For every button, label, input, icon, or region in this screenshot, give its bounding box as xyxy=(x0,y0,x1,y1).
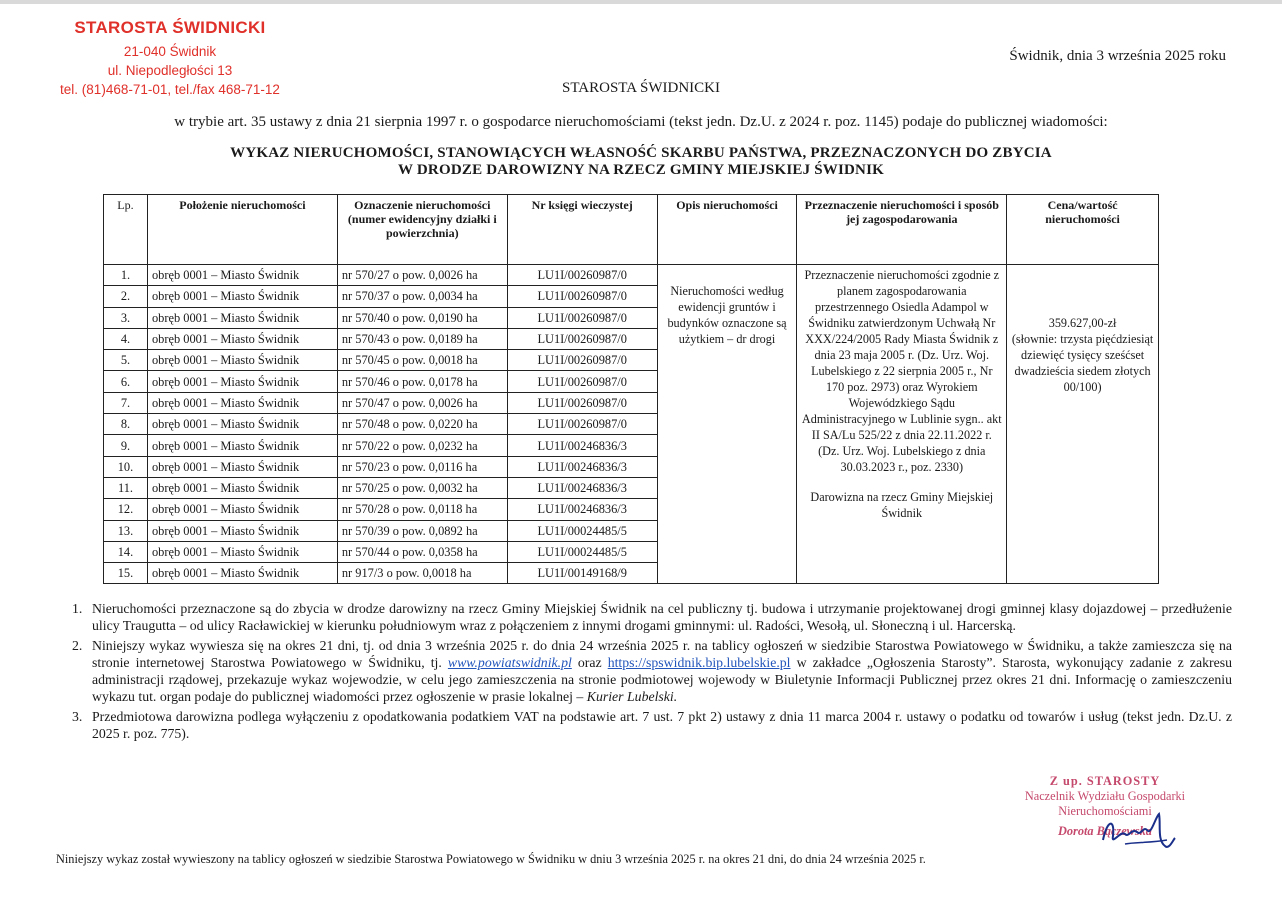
row-lp: 1. xyxy=(104,265,148,286)
note-number: 3. xyxy=(72,709,83,724)
row-ksiega: LU1I/00246836/3 xyxy=(507,456,657,477)
signature-name: Dorota Bączewska xyxy=(1058,824,1152,838)
note-text: Nieruchomości przeznaczone są do zbycia w drodze darowizny na rzecz Gminy Miejskiej Świdnik na cel publiczny tj. budowa i utrzymanie projektowanej drogi gminnej klasy dojazdowej – przedłużenie ulicy Traugutta – od ulicy Racławickiej w kierunku południowym wraz z połączeniem z innymi drogami gminnymi: ul. Radości, Wesołą, ul. Słoneczną i ul. Harcerską. xyxy=(92,601,1232,633)
cena-value: 359.627,00-zł xyxy=(1048,316,1117,330)
cena-cell xyxy=(1007,265,1159,584)
row-ksiega: LU1I/00260987/0 xyxy=(507,392,657,413)
stamp-street: ul. Niepodległości 13 xyxy=(107,63,233,78)
row-ksiega: LU1I/00246836/3 xyxy=(507,499,657,520)
title-line-2: W DRODZE DAROWIZNY NA RZECZ GMINY MIEJSKIEJ ŚWIDNIK xyxy=(398,162,884,178)
title-line-1: WYKAZ NIERUCHOMOŚCI, STANOWIĄCYCH WŁASNOŚĆ SKARBU PAŃSTWA, PRZEZNACZONYCH DO ZBYCIA xyxy=(230,145,1052,161)
note-number: 2. xyxy=(72,638,83,653)
row-ksiega: LU1I/00149168/9 xyxy=(507,563,657,584)
note-text-part: – Kurier Lubelski. xyxy=(576,689,678,704)
row-ksiega: LU1I/00024485/5 xyxy=(507,520,657,541)
signature-line-1: Z up. STAROSTY xyxy=(1049,774,1161,788)
row-ksiega: LU1I/00260987/0 xyxy=(507,307,657,328)
issuer-heading: STAROSTA ŚWIDNICKI xyxy=(561,80,721,96)
header-polozenie: Położenie nieruchomości xyxy=(147,195,337,265)
row-lp: 6. xyxy=(104,371,148,392)
table-header-row xyxy=(104,195,1159,265)
row-oznaczenie: nr 570/23 o pow. 0,0116 ha xyxy=(337,456,507,477)
row-oznaczenie: nr 570/28 o pow. 0,0118 ha xyxy=(337,499,507,520)
handwritten-signature-icon xyxy=(1095,810,1185,858)
posting-footer: Niniejszy wykaz został wywieszony na tablicy ogłoszeń w siedzibie Starostwa Powiatowego w Świdniku w dniu 3 września 2025 r. na okres 21 dni, do dnia 24 września 2025 r. xyxy=(56,852,926,866)
note-text-part: Niniejszy wykaz wywiesza się na okres 21 dni, tj. od dnia 3 września 2025 r. do dnia 24 września 2025 r. na tablicy ogłoszeń w siedzibie Starostwa Powiatowego w Świdniku, a także zamieszcza się na stronie internetowej Starostwa Powiatowego w Świdniku, tj. xyxy=(92,638,1232,670)
cena-words: (słownie: trzysta pięćdziesiąt dziewięć tysięcy sześćset dwadzieścia siedem złotych 00/100) xyxy=(1011,332,1154,394)
header-cena: Cena/wartość nieruchomości xyxy=(1007,195,1159,265)
spacer xyxy=(801,475,1002,489)
stamp-name: STAROSTA ŚWIDNICKI xyxy=(74,18,266,37)
row-polozenie: obręb 0001 – Miasto Świdnik xyxy=(147,350,337,371)
signature-line-3: Nieruchomościami xyxy=(1058,804,1152,818)
note-text-part: oraz xyxy=(577,655,602,670)
row-polozenie: obręb 0001 – Miasto Świdnik xyxy=(147,563,337,584)
table-row xyxy=(104,265,1159,286)
row-ksiega: LU1I/00246836/3 xyxy=(507,477,657,498)
row-oznaczenie: nr 570/22 o pow. 0,0232 ha xyxy=(337,435,507,456)
row-lp: 5. xyxy=(104,350,148,371)
row-lp: 15. xyxy=(104,563,148,584)
row-oznaczenie: nr 570/47 o pow. 0,0026 ha xyxy=(337,392,507,413)
row-lp: 14. xyxy=(104,541,148,562)
row-oznaczenie: nr 570/46 o pow. 0,0178 ha xyxy=(337,371,507,392)
row-oznaczenie: nr 570/40 o pow. 0,0190 ha xyxy=(337,307,507,328)
row-oznaczenie: nr 917/3 o pow. 0,0018 ha xyxy=(337,563,507,584)
note-item xyxy=(72,600,1232,634)
row-lp: 10. xyxy=(104,456,148,477)
row-lp: 7. xyxy=(104,392,148,413)
row-lp: 11. xyxy=(104,477,148,498)
bip-website-link[interactable]: https://spswidnik.bip.lubelskie.pl xyxy=(607,655,791,670)
row-ksiega: LU1I/00246836/3 xyxy=(507,435,657,456)
row-lp: 3. xyxy=(104,307,148,328)
row-ksiega: LU1I/00260987/0 xyxy=(507,328,657,349)
row-oznaczenie: nr 570/37 o pow. 0,0034 ha xyxy=(337,286,507,307)
row-ksiega: LU1I/00260987/0 xyxy=(507,371,657,392)
row-ksiega: LU1I/00260987/0 xyxy=(507,414,657,435)
row-oznaczenie: nr 570/39 o pow. 0,0892 ha xyxy=(337,520,507,541)
row-polozenie: obręb 0001 – Miasto Świdnik xyxy=(147,499,337,520)
row-oznaczenie: nr 570/43 o pow. 0,0189 ha xyxy=(337,328,507,349)
przeznaczenie-cell xyxy=(797,265,1007,584)
row-ksiega: LU1I/00260987/0 xyxy=(507,286,657,307)
row-polozenie: obręb 0001 – Miasto Świdnik xyxy=(147,414,337,435)
row-polozenie: obręb 0001 – Miasto Świdnik xyxy=(147,328,337,349)
row-oznaczenie: nr 570/48 o pow. 0,0220 ha xyxy=(337,414,507,435)
row-polozenie: obręb 0001 – Miasto Świdnik xyxy=(147,307,337,328)
note-text-part: w zakładce „Ogłoszenia Starosty”. Starosta, wykonujący zadanie z zakresu administracji rządowej, przekazuje wykaz wojewodzie, w celu jego zamieszczenia na stronie podmiotowej wojewody w Biuletynie Informacji Publicznej przez okres 21 dni. Informację o zamieszczeniu wykazu tut. organ podaje do publicznej wiadomości przez ogłoszenie w prasie lokalnej xyxy=(92,655,1232,704)
row-polozenie: obręb 0001 – Miasto Świdnik xyxy=(147,456,337,477)
document-title xyxy=(0,145,1282,179)
header-opis: Opis nieruchomości xyxy=(657,195,797,265)
note-number: 1. xyxy=(72,601,83,616)
row-oznaczenie: nr 570/25 o pow. 0,0032 ha xyxy=(337,477,507,498)
header-przeznaczenie: Przeznaczenie nieruchomości i sposób jej zagospodarowania xyxy=(797,195,1007,265)
row-polozenie: obręb 0001 – Miasto Świdnik xyxy=(147,541,337,562)
row-polozenie: obręb 0001 – Miasto Świdnik xyxy=(147,520,337,541)
property-table xyxy=(103,194,1159,584)
przeznaczenie-text: Przeznaczenie nieruchomości zgodnie z planem zagospodarowania przestrzennego Osiedla Adampol w Świdniku zatwierdzonym Uchwałą Nr XXX/224/2005 Rady Miasta Świdnik z dnia 23 maja 2005 r. (Dz. Urz. Woj. Lubelskiego z 22 sierpnia 2005 r., Nr 170 poz. 2973) oraz Wyrokiem Wojewódzkiego Sądu Administracyjnego w Lublinie sygn.. akt II SA/Lu 525/22 z dnia 22.11.2022 r. (Dz. Urz. Woj. Lubelskiego z dnia 30.03.2023 r., poz. 2330) xyxy=(801,268,1002,474)
header-oznaczenie: Oznaczenie nieruchomości (numer ewidencyjny działki i powierzchnia) xyxy=(337,195,507,265)
row-ksiega: LU1I/00260987/0 xyxy=(507,350,657,371)
powiat-website-link[interactable]: www.powiatswidnik.pl xyxy=(447,655,572,670)
note-text: Przedmiotowa darowizna podlega wyłączeniu z opodatkowania podatkiem VAT na podstawie art. 7 ust. 7 pkt 2) ustawy z dnia 11 marca 2004 r. ustawy o podatku od towarów i usług (tekst jedn. Dz.U. z 2025 r. poz. 775). xyxy=(92,709,1232,741)
note-text xyxy=(92,637,1232,705)
note-item xyxy=(72,708,1232,742)
row-lp: 2. xyxy=(104,286,148,307)
notes-list xyxy=(72,600,1232,745)
row-lp: 12. xyxy=(104,499,148,520)
row-polozenie: obręb 0001 – Miasto Świdnik xyxy=(147,392,337,413)
top-border xyxy=(0,0,1282,4)
row-lp: 8. xyxy=(104,414,148,435)
document-date: Świdnik, dnia 3 września 2025 roku xyxy=(1009,48,1226,64)
row-lp: 4. xyxy=(104,328,148,349)
stamp-phone: tel. (81)468-71-01, tel./fax 468-71-12 xyxy=(60,82,280,97)
note-item xyxy=(72,637,1232,705)
opis-cell: Nieruchomości według ewidencji gruntów i budynków oznaczone są użytkiem – dr drogi xyxy=(657,265,797,584)
header-lp: Lp. xyxy=(104,195,148,265)
row-ksiega: LU1I/00260987/0 xyxy=(507,265,657,286)
darowizna-text: Darowizna na rzecz Gminy Miejskiej Świdnik xyxy=(810,490,994,520)
stamp-postal: 21-040 Świdnik xyxy=(123,44,217,59)
intro-text: w trybie art. 35 ustawy z dnia 21 sierpnia 1997 r. o gospodarce nieruchomościami (tekst jedn. Dz.U. z 2024 r. poz. 1145) podaje do publicznej wiadomości: xyxy=(174,114,1108,130)
row-polozenie: obręb 0001 – Miasto Świdnik xyxy=(147,371,337,392)
row-oznaczenie: nr 570/45 o pow. 0,0018 ha xyxy=(337,350,507,371)
row-polozenie: obręb 0001 – Miasto Świdnik xyxy=(147,477,337,498)
row-oznaczenie: nr 570/27 o pow. 0,0026 ha xyxy=(337,265,507,286)
signature-line-2: Naczelnik Wydziału Gospodarki xyxy=(1024,789,1186,803)
row-lp: 13. xyxy=(104,520,148,541)
row-oznaczenie: nr 570/44 o pow. 0,0358 ha xyxy=(337,541,507,562)
row-polozenie: obręb 0001 – Miasto Świdnik xyxy=(147,286,337,307)
row-polozenie: obręb 0001 – Miasto Świdnik xyxy=(147,265,337,286)
row-lp: 9. xyxy=(104,435,148,456)
row-polozenie: obręb 0001 – Miasto Świdnik xyxy=(147,435,337,456)
header-ksiega: Nr księgi wieczystej xyxy=(507,195,657,265)
row-ksiega: LU1I/00024485/5 xyxy=(507,541,657,562)
